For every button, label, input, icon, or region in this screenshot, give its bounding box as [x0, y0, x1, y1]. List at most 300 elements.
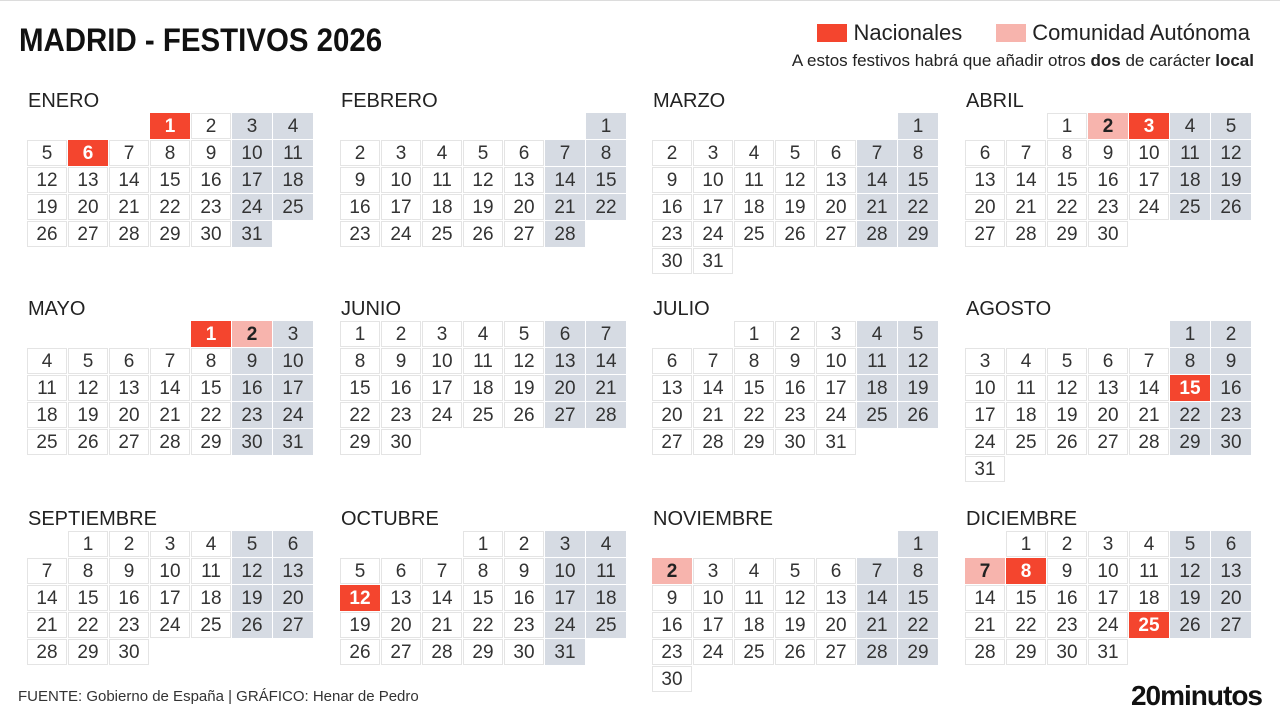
empty-cell: [422, 113, 462, 139]
day-cell-weekend: 21: [857, 194, 897, 220]
day-cell: 17: [965, 402, 1005, 428]
day-cell: 23: [109, 612, 149, 638]
empty-cell: [693, 321, 733, 347]
month-name: JUNIO: [341, 298, 401, 320]
day-cell: 22: [1006, 612, 1046, 638]
empty-cell: [381, 531, 421, 557]
day-cell-weekend: 1: [898, 531, 938, 557]
day-cell: 24: [693, 639, 733, 665]
day-cell: 23: [652, 639, 692, 665]
month-days-grid: [27, 531, 313, 665]
day-cell: 16: [381, 375, 421, 401]
day-cell: 13: [504, 167, 544, 193]
month-days-grid: [652, 531, 938, 692]
day-cell-weekend: 1: [586, 113, 626, 139]
day-cell: 16: [652, 194, 692, 220]
empty-cell: [965, 321, 1005, 347]
day-cell-weekend: 16: [1211, 375, 1251, 401]
day-cell: 4: [422, 140, 462, 166]
day-cell: 21: [422, 612, 462, 638]
day-cell: 13: [1088, 375, 1128, 401]
day-cell: 9: [652, 585, 692, 611]
day-cell: 5: [68, 348, 108, 374]
day-cell: 25: [1006, 429, 1046, 455]
day-cell: 20: [816, 612, 856, 638]
day-cell: 31: [1088, 639, 1128, 665]
day-cell-weekend: 22: [586, 194, 626, 220]
month-mayo: [20, 298, 320, 488]
day-cell: 27: [68, 221, 108, 247]
day-cell: 26: [68, 429, 108, 455]
day-cell: 16: [504, 585, 544, 611]
empty-cell: [775, 113, 815, 139]
empty-cell: [1047, 321, 1087, 347]
day-cell: 11: [1129, 558, 1169, 584]
day-cell-weekend: 22: [898, 194, 938, 220]
day-cell: 20: [1088, 402, 1128, 428]
day-cell-weekend: 3: [545, 531, 585, 557]
day-cell-weekend: 8: [898, 140, 938, 166]
day-cell-weekend: 13: [1211, 558, 1251, 584]
day-cell: 29: [734, 429, 774, 455]
month-name: FEBRERO: [341, 90, 438, 112]
day-cell: 30: [1088, 221, 1128, 247]
day-cell: 2: [381, 321, 421, 347]
day-cell-weekend: 6: [545, 321, 585, 347]
empty-cell: [1088, 321, 1128, 347]
day-cell: 22: [463, 612, 503, 638]
day-cell: 11: [463, 348, 503, 374]
day-cell-national-holiday: 15: [1170, 375, 1210, 401]
day-cell-national-holiday: 1: [150, 113, 190, 139]
day-cell: 24: [422, 402, 462, 428]
empty-cell: [27, 321, 67, 347]
day-cell: 21: [693, 402, 733, 428]
day-cell-regional-holiday: 2: [652, 558, 692, 584]
month-days-grid: [965, 113, 1251, 247]
day-cell: 7: [109, 140, 149, 166]
day-cell: 22: [1047, 194, 1087, 220]
day-cell-weekend: 22: [1170, 402, 1210, 428]
day-cell: 26: [775, 639, 815, 665]
day-cell-weekend: 24: [232, 194, 272, 220]
empty-cell: [857, 531, 897, 557]
day-cell: 15: [150, 167, 190, 193]
note-bold-dos: dos: [1090, 51, 1121, 70]
day-cell: 3: [1088, 531, 1128, 557]
day-cell: 26: [1047, 429, 1087, 455]
day-cell: 13: [816, 585, 856, 611]
day-cell-weekend: 13: [273, 558, 313, 584]
day-cell-weekend: 7: [545, 140, 585, 166]
day-cell-national-holiday: 12: [340, 585, 380, 611]
empty-cell: [965, 531, 1005, 557]
day-cell-weekend: 15: [898, 167, 938, 193]
day-cell-weekend: 15: [898, 585, 938, 611]
day-cell-weekend: 17: [232, 167, 272, 193]
day-cell: 4: [1006, 348, 1046, 374]
day-cell: 11: [422, 167, 462, 193]
day-cell-weekend: 26: [232, 612, 272, 638]
day-cell: 5: [27, 140, 67, 166]
day-cell: 12: [504, 348, 544, 374]
day-cell: 8: [68, 558, 108, 584]
day-cell: 24: [816, 402, 856, 428]
day-cell: 10: [693, 167, 733, 193]
day-cell: 27: [652, 429, 692, 455]
empty-cell: [734, 113, 774, 139]
day-cell-weekend: 18: [857, 375, 897, 401]
day-cell-weekend: 31: [545, 639, 585, 665]
day-cell: 19: [463, 194, 503, 220]
day-cell-weekend: 9: [1211, 348, 1251, 374]
day-cell: 25: [734, 221, 774, 247]
day-cell-weekend: 10: [545, 558, 585, 584]
empty-cell: [422, 531, 462, 557]
day-cell: 15: [340, 375, 380, 401]
day-cell: 24: [150, 612, 190, 638]
day-cell: 2: [1047, 531, 1087, 557]
day-cell: 10: [1088, 558, 1128, 584]
day-cell-weekend: 4: [857, 321, 897, 347]
empty-cell: [150, 321, 190, 347]
month-days-grid: [652, 113, 938, 274]
legend-swatch-nacionales: [817, 24, 847, 42]
day-cell: 23: [191, 194, 231, 220]
day-cell: 15: [734, 375, 774, 401]
day-cell-weekend: 22: [898, 612, 938, 638]
day-cell: 18: [463, 375, 503, 401]
month-name: MAYO: [28, 298, 86, 320]
day-cell-weekend: 9: [232, 348, 272, 374]
month-junio: [333, 298, 633, 488]
day-cell-weekend: 25: [1170, 194, 1210, 220]
day-cell-weekend: 28: [586, 402, 626, 428]
day-cell: 28: [1129, 429, 1169, 455]
day-cell-weekend: 7: [586, 321, 626, 347]
month-name: ENERO: [28, 90, 100, 112]
month-name: OCTUBRE: [341, 508, 439, 530]
day-cell: 3: [693, 140, 733, 166]
day-cell: 8: [191, 348, 231, 374]
day-cell: 2: [191, 113, 231, 139]
day-cell: 9: [652, 167, 692, 193]
day-cell-weekend: 4: [1170, 113, 1210, 139]
day-cell-weekend: 10: [273, 348, 313, 374]
day-cell: 19: [68, 402, 108, 428]
day-cell: 2: [340, 140, 380, 166]
day-cell-weekend: 14: [857, 585, 897, 611]
day-cell: 16: [1047, 585, 1087, 611]
day-cell-weekend: 23: [1211, 402, 1251, 428]
day-cell-weekend: 31: [273, 429, 313, 455]
month-days-grid: [965, 321, 1251, 482]
day-cell: 17: [1088, 585, 1128, 611]
day-cell-weekend: 30: [1211, 429, 1251, 455]
day-cell: 13: [965, 167, 1005, 193]
day-cell: 4: [463, 321, 503, 347]
day-cell-weekend: 13: [545, 348, 585, 374]
day-cell: 13: [68, 167, 108, 193]
day-cell: 24: [693, 221, 733, 247]
day-cell: 13: [381, 585, 421, 611]
day-cell: 13: [109, 375, 149, 401]
day-cell-weekend: 19: [1211, 167, 1251, 193]
day-cell: 15: [1047, 167, 1087, 193]
day-cell-weekend: 20: [545, 375, 585, 401]
day-cell-national-holiday: 25: [1129, 612, 1169, 638]
empty-cell: [109, 113, 149, 139]
day-cell-weekend: 20: [1211, 585, 1251, 611]
day-cell-weekend: 5: [898, 321, 938, 347]
day-cell-weekend: 24: [273, 402, 313, 428]
day-cell: 19: [1047, 402, 1087, 428]
day-cell: 6: [381, 558, 421, 584]
empty-cell: [381, 113, 421, 139]
day-cell-weekend: 10: [232, 140, 272, 166]
day-cell-weekend: 28: [857, 639, 897, 665]
day-cell: 17: [693, 612, 733, 638]
day-cell: 20: [652, 402, 692, 428]
day-cell-national-holiday: 6: [68, 140, 108, 166]
empty-cell: [652, 531, 692, 557]
month-septiembre: [20, 508, 320, 698]
day-cell: 1: [463, 531, 503, 557]
day-cell: 28: [109, 221, 149, 247]
day-cell: 29: [191, 429, 231, 455]
day-cell-national-holiday: 1: [191, 321, 231, 347]
day-cell: 27: [965, 221, 1005, 247]
day-cell-weekend: 11: [857, 348, 897, 374]
day-cell: 2: [775, 321, 815, 347]
day-cell-national-holiday: 8: [1006, 558, 1046, 584]
day-cell: 12: [68, 375, 108, 401]
empty-cell: [1129, 321, 1169, 347]
day-cell-weekend: 26: [1211, 194, 1251, 220]
day-cell-weekend: 11: [273, 140, 313, 166]
day-cell: 15: [191, 375, 231, 401]
day-cell: 26: [340, 639, 380, 665]
day-cell: 29: [340, 429, 380, 455]
empty-cell: [340, 113, 380, 139]
day-cell-weekend: 5: [1170, 531, 1210, 557]
day-cell: 27: [816, 639, 856, 665]
day-cell: 11: [191, 558, 231, 584]
day-cell-weekend: 28: [545, 221, 585, 247]
day-cell: 23: [775, 402, 815, 428]
month-days-grid: [27, 113, 313, 247]
day-cell: 31: [816, 429, 856, 455]
month-diciembre: [958, 508, 1258, 698]
day-cell: 8: [463, 558, 503, 584]
day-cell: 19: [504, 375, 544, 401]
day-cell-weekend: 19: [898, 375, 938, 401]
day-cell: 14: [109, 167, 149, 193]
day-cell: 21: [27, 612, 67, 638]
day-cell: 19: [775, 194, 815, 220]
day-cell: 21: [1006, 194, 1046, 220]
day-cell-weekend: 16: [232, 375, 272, 401]
day-cell: 26: [504, 402, 544, 428]
day-cell-weekend: 19: [232, 585, 272, 611]
day-cell: 26: [463, 221, 503, 247]
day-cell: 30: [652, 666, 692, 692]
day-cell: 9: [340, 167, 380, 193]
day-cell-regional-holiday: 7: [965, 558, 1005, 584]
day-cell: 20: [109, 402, 149, 428]
day-cell-weekend: 3: [232, 113, 272, 139]
day-cell-weekend: 5: [1211, 113, 1251, 139]
day-cell: 4: [734, 558, 774, 584]
day-cell: 25: [422, 221, 462, 247]
day-cell: 9: [1088, 140, 1128, 166]
day-cell: 3: [150, 531, 190, 557]
day-cell-weekend: 26: [898, 402, 938, 428]
day-cell: 14: [693, 375, 733, 401]
month-julio: [645, 298, 945, 488]
day-cell: 30: [381, 429, 421, 455]
day-cell: 19: [340, 612, 380, 638]
day-cell: 25: [27, 429, 67, 455]
day-cell: 16: [191, 167, 231, 193]
month-octubre: [333, 508, 633, 698]
day-cell-weekend: 4: [273, 113, 313, 139]
day-cell: 21: [1129, 402, 1169, 428]
day-cell-weekend: 12: [232, 558, 272, 584]
day-cell: 20: [504, 194, 544, 220]
empty-cell: [27, 113, 67, 139]
source-credit: FUENTE: Gobierno de España | GRÁFICO: Henar de Pedro: [18, 688, 419, 705]
day-cell: 23: [340, 221, 380, 247]
empty-cell: [652, 321, 692, 347]
day-cell: 14: [965, 585, 1005, 611]
day-cell-weekend: 21: [545, 194, 585, 220]
day-cell: 27: [109, 429, 149, 455]
day-cell-weekend: 6: [273, 531, 313, 557]
day-cell: 29: [463, 639, 503, 665]
top-divider: [0, 0, 1280, 1]
day-cell: 29: [68, 639, 108, 665]
legend-swatch-comunidad: [996, 24, 1026, 42]
day-cell: 11: [734, 585, 774, 611]
month-days-grid: [340, 321, 626, 455]
empty-cell: [734, 531, 774, 557]
day-cell: 1: [68, 531, 108, 557]
day-cell: 10: [150, 558, 190, 584]
note-middle: de carácter: [1120, 51, 1216, 70]
note-prefix: A estos festivos habrá que añadir otros: [791, 51, 1091, 70]
empty-cell: [965, 113, 1005, 139]
day-cell: 16: [652, 612, 692, 638]
day-cell-weekend: 6: [1211, 531, 1251, 557]
day-cell: 4: [27, 348, 67, 374]
day-cell: 21: [150, 402, 190, 428]
day-cell: 17: [150, 585, 190, 611]
day-cell: 3: [422, 321, 462, 347]
day-cell-weekend: 21: [857, 612, 897, 638]
brand-logo: 20minutos: [1130, 680, 1262, 711]
day-cell-weekend: 5: [232, 531, 272, 557]
day-cell: 3: [965, 348, 1005, 374]
day-cell: 2: [109, 531, 149, 557]
local-holidays-note: [792, 51, 1254, 71]
day-cell: 27: [504, 221, 544, 247]
day-cell: 17: [816, 375, 856, 401]
day-cell: 10: [693, 585, 733, 611]
day-cell: 25: [191, 612, 231, 638]
day-cell: 23: [1047, 612, 1087, 638]
day-cell-weekend: 24: [545, 612, 585, 638]
day-cell-weekend: 25: [857, 402, 897, 428]
day-cell: 12: [775, 167, 815, 193]
day-cell-weekend: 14: [857, 167, 897, 193]
day-cell: 1: [1047, 113, 1087, 139]
day-cell: 26: [27, 221, 67, 247]
day-cell: 4: [1129, 531, 1169, 557]
month-agosto: [958, 298, 1258, 488]
empty-cell: [816, 531, 856, 557]
day-cell: 28: [693, 429, 733, 455]
day-cell: 20: [68, 194, 108, 220]
day-cell-regional-holiday: 2: [1088, 113, 1128, 139]
month-days-grid: [340, 113, 626, 247]
day-cell-weekend: 29: [1170, 429, 1210, 455]
day-cell: 3: [693, 558, 733, 584]
day-cell: 6: [1088, 348, 1128, 374]
empty-cell: [109, 321, 149, 347]
day-cell-weekend: 11: [586, 558, 626, 584]
day-cell-weekend: 14: [545, 167, 585, 193]
day-cell: 28: [27, 639, 67, 665]
day-cell: 30: [109, 639, 149, 665]
day-cell: 9: [191, 140, 231, 166]
day-cell-weekend: 30: [232, 429, 272, 455]
day-cell: 17: [381, 194, 421, 220]
month-name: JULIO: [653, 298, 710, 320]
day-cell-national-holiday: 3: [1129, 113, 1169, 139]
day-cell: 3: [816, 321, 856, 347]
day-cell: 10: [422, 348, 462, 374]
day-cell-weekend: 27: [273, 612, 313, 638]
day-cell: 14: [150, 375, 190, 401]
day-cell: 13: [652, 375, 692, 401]
day-cell-weekend: 1: [898, 113, 938, 139]
day-cell-weekend: 31: [232, 221, 272, 247]
day-cell: 24: [965, 429, 1005, 455]
month-abril: [958, 90, 1258, 280]
day-cell: 31: [965, 456, 1005, 482]
day-cell: 22: [340, 402, 380, 428]
empty-cell: [340, 531, 380, 557]
day-cell-weekend: 29: [898, 639, 938, 665]
day-cell: 11: [1006, 375, 1046, 401]
day-cell: 28: [1006, 221, 1046, 247]
day-cell: 24: [1088, 612, 1128, 638]
note-bold-local: local: [1215, 51, 1254, 70]
day-cell-weekend: 3: [273, 321, 313, 347]
day-cell: 21: [109, 194, 149, 220]
empty-cell: [775, 531, 815, 557]
month-name: MARZO: [653, 90, 726, 112]
empty-cell: [68, 113, 108, 139]
day-cell: 29: [1006, 639, 1046, 665]
month-days-grid: [652, 321, 938, 455]
empty-cell: [857, 113, 897, 139]
day-cell: 22: [191, 402, 231, 428]
day-cell-weekend: 8: [1170, 348, 1210, 374]
day-cell: 9: [381, 348, 421, 374]
empty-cell: [68, 321, 108, 347]
